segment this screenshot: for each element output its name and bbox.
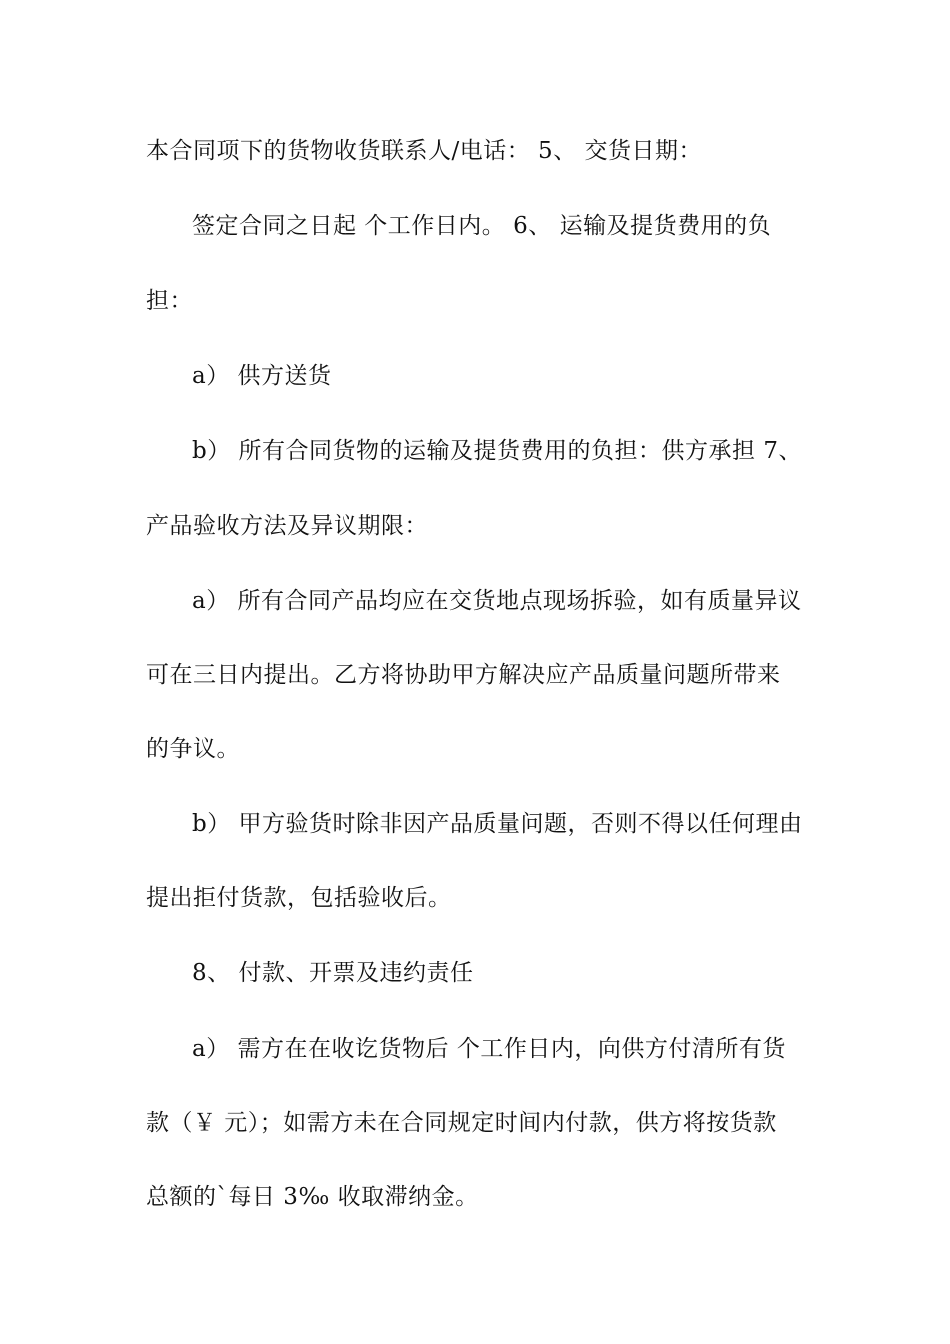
paragraph-line: 产品验收方法及异议期限： <box>146 513 428 539</box>
paragraph-line: 担： <box>146 288 193 314</box>
list-item-line: a） 需方在在收讫货物后 个工作日内，向供方付清所有货 <box>192 1036 786 1062</box>
list-item-line: b） 甲方验货时除非因产品质量问题，否则不得以任何理由 <box>192 811 803 837</box>
paragraph-line: 总额的`每日 3‰ 收取滞纳金。 <box>146 1184 479 1210</box>
paragraph-line: 签定合同之日起 个工作日内。 6、 运输及提货费用的负 <box>192 213 772 239</box>
list-item-line: b） 所有合同货物的运输及提货费用的负担：供方承担 7、 <box>192 438 802 464</box>
paragraph-line: 本合同项下的货物收货联系人/电话： 5、 交货日期： <box>146 138 703 164</box>
section-heading: 8、 付款、开票及违约责任 <box>192 960 474 986</box>
paragraph-line: 款（￥ 元）；如需方未在合同规定时间内付款，供方将按货款 <box>146 1110 777 1136</box>
paragraph-line: 可在三日内提出。乙方将协助甲方解决应产品质量问题所带来 <box>146 662 781 688</box>
paragraph-line: 提出拒付货款，包括验收后。 <box>146 885 452 911</box>
paragraph-line: 的争议。 <box>146 736 240 762</box>
list-item-line: a） 所有合同产品均应在交货地点现场拆验，如有质量异议 <box>192 588 802 614</box>
list-item-line: a） 供方送货 <box>192 363 332 389</box>
